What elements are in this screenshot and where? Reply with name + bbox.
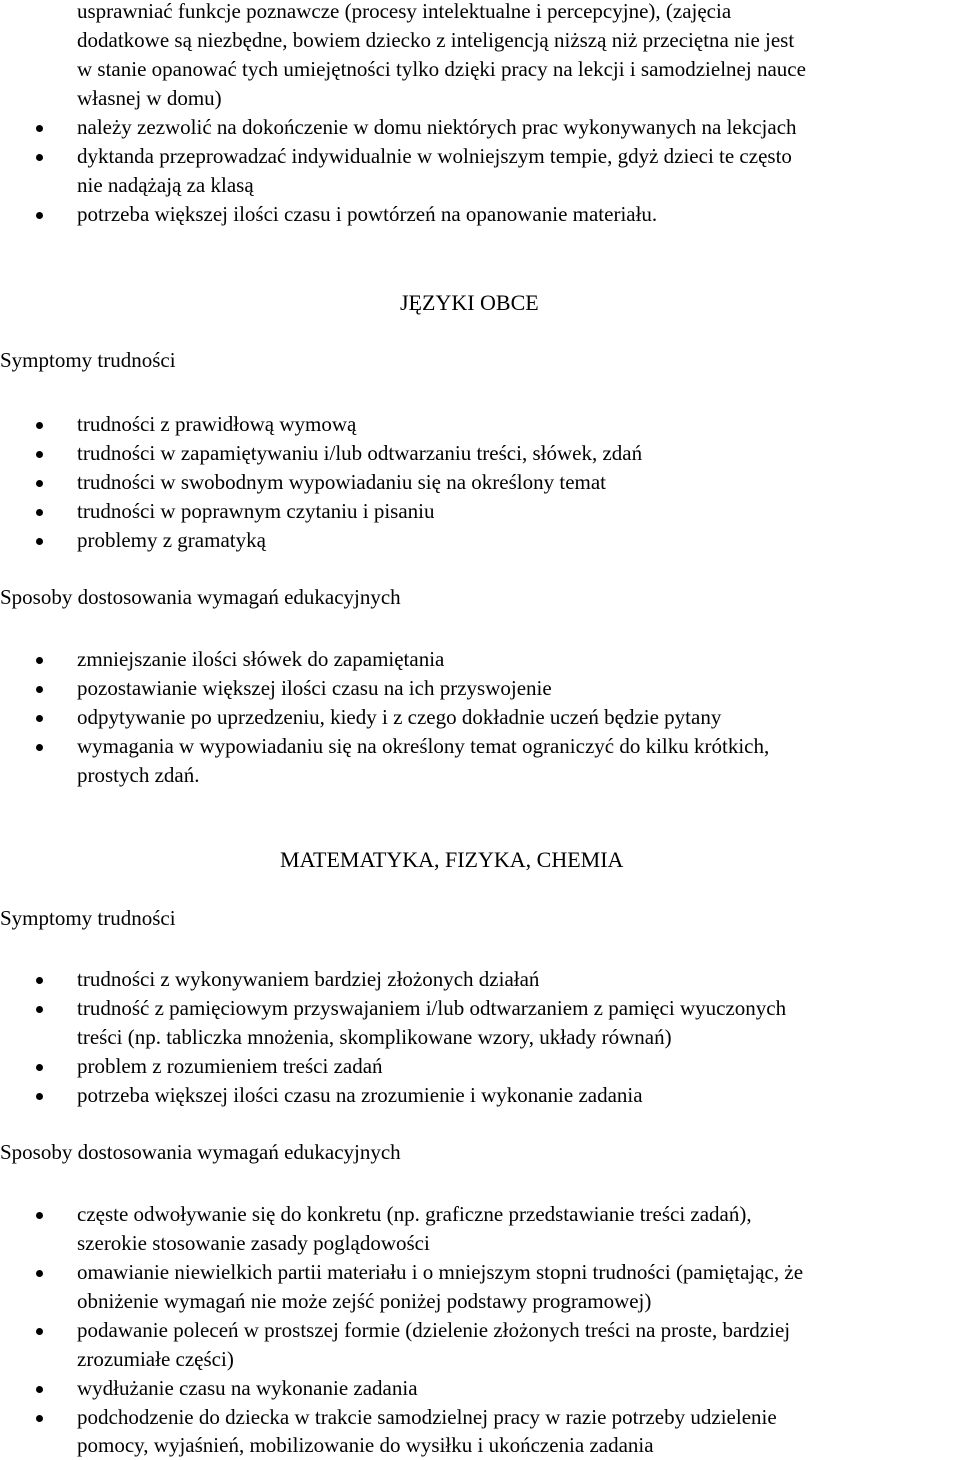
methods-label: Sposoby dostosowania wymagań edukacyjnych — [0, 585, 401, 609]
bullet-icon — [36, 154, 43, 161]
bullet-icon — [36, 212, 43, 219]
list-item-text: trudności w zapamiętywaniu i/lub odtwarzaniu treści, słówek, zdań — [77, 441, 643, 465]
bullet-icon — [36, 1093, 43, 1100]
list-item-text: obniżenie wymagań nie może zejść poniżej podstawy programowej) — [77, 1289, 652, 1313]
list-item-text: pozostawianie większej ilości czasu na ich przyswojenie — [77, 676, 552, 700]
list-item-text: trudności z prawidłową wymową — [77, 412, 357, 436]
bullet-icon — [36, 1270, 43, 1277]
list-item-text: problemy z gramatyką — [77, 528, 266, 552]
bullet-icon — [36, 509, 43, 516]
section-title: MATEMATYKA, FIZYKA, CHEMIA — [280, 847, 624, 872]
list-item-text: trudności w poprawnym czytaniu i pisaniu — [77, 499, 435, 523]
bullet-icon — [36, 1212, 43, 1219]
list-item-text: problem z rozumieniem treści zadań — [77, 1054, 383, 1078]
bullet-icon — [36, 538, 43, 545]
bullet-icon — [36, 1328, 43, 1335]
list-item-text: zmniejszanie ilości słówek do zapamiętania — [77, 647, 445, 671]
list-item-text: pomocy, wyjaśnień, mobilizowanie do wysiłku i ukończenia zadania — [77, 1433, 654, 1457]
bullet-icon — [36, 744, 43, 751]
list-item-text: częste odwoływanie się do konkretu (np. graficzne przedstawianie treści zadań), — [77, 1202, 752, 1226]
bullet-icon — [36, 422, 43, 429]
list-item-text: dyktanda przeprowadzać indywidualnie w wolniejszym tempie, gdyż dzieci te często — [77, 144, 792, 168]
intro-line: własnej w domu) — [77, 86, 222, 110]
bullet-icon — [36, 480, 43, 487]
list-item-text: podchodzenie do dziecka w trakcie samodzielnej pracy w razie potrzeby udzielenie — [77, 1405, 777, 1429]
list-item-text: zrozumiałe części) — [77, 1347, 234, 1371]
bullet-icon — [36, 1386, 43, 1393]
list-item-text: potrzeba większej ilości czasu i powtórzeń na opanowanie materiału. — [77, 202, 658, 226]
intro-line: dodatkowe są niezbędne, bowiem dziecko z inteligencją niższą niż przeciętna nie jest — [77, 28, 795, 52]
list-item-text: wymagania w wypowiadaniu się na określony temat ograniczyć do kilku krótkich, — [77, 734, 770, 758]
bullet-icon — [36, 977, 43, 984]
bullet-icon — [36, 715, 43, 722]
methods-label: Sposoby dostosowania wymagań edukacyjnych — [0, 1140, 401, 1164]
bullet-icon — [36, 1064, 43, 1071]
intro-line: usprawniać funkcje poznawcze (procesy intelektualne i percepcyjne), (zajęcia — [77, 0, 732, 23]
bullet-icon — [36, 686, 43, 693]
list-item-text: potrzeba większej ilości czasu na zrozumienie i wykonanie zadania — [77, 1083, 643, 1107]
bullet-icon — [36, 125, 43, 132]
bullet-icon — [36, 451, 43, 458]
list-item-text: podawanie poleceń w prostszej formie (dzielenie złożonych treści na proste, bardziej — [77, 1318, 791, 1342]
list-item-text: omawianie niewielkich partii materiału i o mniejszym stopni trudności (pamiętając, że — [77, 1260, 804, 1284]
list-item-text: trudności z wykonywaniem bardziej złożonych działań — [77, 967, 540, 991]
bullet-icon — [36, 1415, 43, 1422]
list-item-text: szerokie stosowanie zasady poglądowości — [77, 1231, 430, 1255]
list-item-text: trudność z pamięciowym przyswajaniem i/lub odtwarzaniem z pamięci wyuczonych — [77, 996, 787, 1020]
bullet-icon — [36, 657, 43, 664]
symptoms-label: Symptomy trudności — [0, 348, 176, 372]
list-item-text: treści (np. tabliczka mnożenia, skomplikowane wzory, układy równań) — [77, 1025, 672, 1049]
list-item-text: należy zezwolić na dokończenie w domu niektórych prac wykonywanych na lekcjach — [77, 115, 797, 139]
list-item-text: nie nadążają za klasą — [77, 173, 254, 197]
section-title: JĘZYKI OBCE — [400, 290, 539, 315]
intro-line: w stanie opanować tych umiejętności tylko dzięki pracy na lekcji i samodzielnej nauce — [77, 57, 806, 81]
list-item-text: trudności w swobodnym wypowiadaniu się na określony temat — [77, 470, 606, 494]
bullet-icon — [36, 1006, 43, 1013]
list-item-text: prostych zdań. — [77, 763, 200, 787]
list-item-text: odpytywanie po uprzedzeniu, kiedy i z czego dokładnie uczeń będzie pytany — [77, 705, 722, 729]
symptoms-label: Symptomy trudności — [0, 906, 176, 930]
list-item-text: wydłużanie czasu na wykonanie zadania — [77, 1376, 418, 1400]
